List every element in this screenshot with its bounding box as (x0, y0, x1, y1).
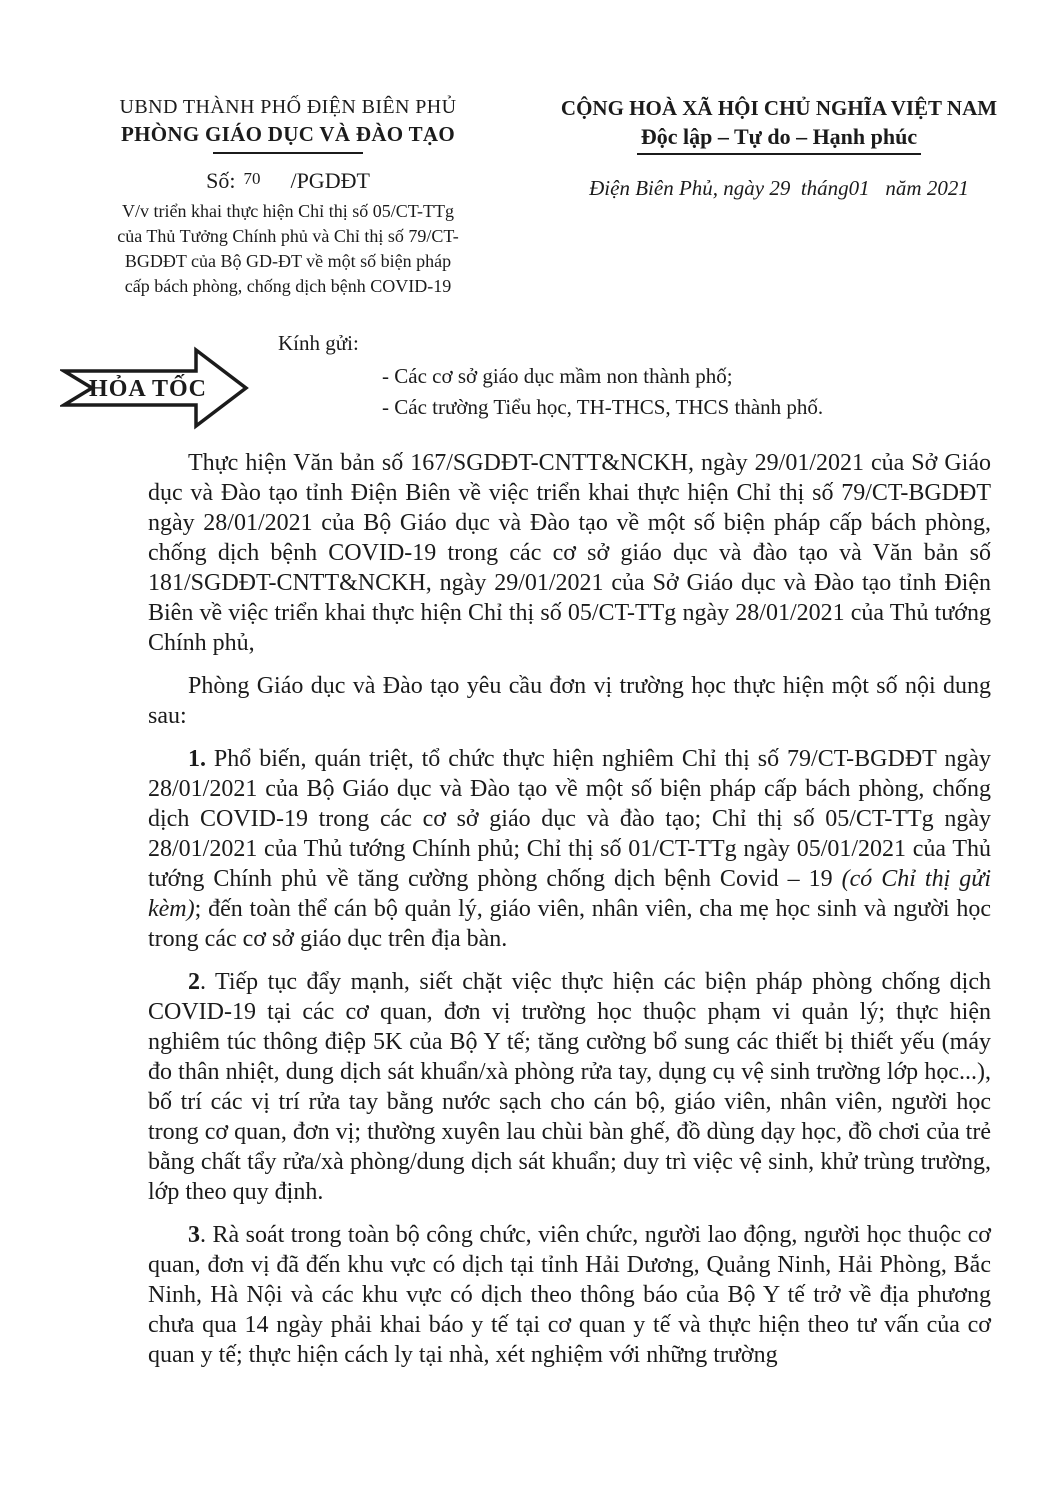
item-1-text: Phổ biến, quán triệt, tổ chức thực hiện nghiêm Chỉ thị số 79/CT-BGDĐT ngày 28/01/2021 của Bộ Giáo dục và Đào tạo về một số biện pháp cấp bách phòng, chống dịch COVID-19 trong các cơ sở giáo dục và đào tạo; Chỉ thị số 05/CT-TTg ngày 28/01/2021 của Thủ tướng Chính phủ; Chỉ thị số 01/CT-TTg ngày 05/01/2021 của Thủ tướng Chính phủ về tăng cường phòng chống dịch bệnh Covid – 19 (148, 746, 991, 892)
recipient-line: - Các trường Tiểu học, TH-THCS, THCS thành phố. (382, 395, 824, 419)
recipient-list (382, 361, 823, 423)
place-date-line: Điện Biên Phủ, ngày 29 tháng01 năm 2021 (589, 176, 969, 200)
issuer-department: PHÒNG GIÁO DỤC VÀ ĐÀO TẠO (121, 122, 455, 146)
national-motto: Độc lập – Tự do – Hạnh phúc (637, 124, 921, 155)
item-2-text: . Tiếp tục đẩy mạnh, siết chặt việc thực hiện các biện pháp phòng chống dịch COVID-19 tại các cơ quan, đơn vị trường học thuộc phạm vi quản lý; thực hiện nghiêm túc thông điệp 5K của Bộ Y tế; tăng cường bổ sung các thiết bị thiết yếu (máy đo thân nhiệt, dung dịch sát khuẩn/xà phòng rửa tay, dụng cụ vệ sinh trường lớp học...), bố trí các vị trí rửa tay bằng nước sạch cho cán bộ, giáo viên, nhân viên, người học trong cơ quan, đơn vị; thường xuyên lau chùi bàn ghế, đồ dùng dạy học, đồ chơi của trẻ bằng chất tẩy rửa/xà phòng/dung dịch sát khuẩn; duy trì việc vệ sinh, khử trùng trường, lớp theo quy định. (148, 969, 991, 1205)
paragraph-item-2 (148, 967, 991, 1207)
item-2-number: 2 (188, 969, 200, 995)
document-number-value: 70 (243, 169, 261, 188)
paragraph-item-1 (148, 744, 991, 954)
express-arrow-icon (60, 344, 250, 434)
document-subject (62, 199, 514, 299)
document-number-label: Số: (206, 168, 236, 193)
subject-line: V/v triển khai thực hiện Chỉ thị số 05/CT-TTg (121, 201, 455, 221)
salutation: Kính gửi: (278, 331, 359, 355)
document-body (148, 448, 991, 1383)
urgency-stamp (60, 344, 250, 434)
paragraph-request: Phòng Giáo dục và Đào tạo yêu cầu đơn vị trường học thực hiện một số nội dung sau: (148, 673, 991, 729)
subject-line: của Thủ Tưởng Chính phủ và Chỉ thị số 79/CT- (117, 226, 459, 246)
national-title: CỘNG HOÀ XÃ HỘI CHỦ NGHĨA VIỆT NAM (560, 96, 998, 120)
urgency-stamp-label: HỎA TỐC (89, 376, 207, 402)
subject-line: BGDĐT của Bộ GD-ĐT về một số biện pháp (124, 251, 452, 271)
document-number (62, 168, 514, 194)
document-number-suffix: /PGDĐT (290, 168, 370, 193)
recipient-line: - Các cơ sở giáo dục mầm non thành phố; (382, 364, 733, 388)
issuer-parent-org: UBND THÀNH PHỐ ĐIỆN BIÊN PHỦ (119, 96, 457, 118)
national-header (538, 96, 1020, 201)
item-3-number: 3 (188, 1222, 200, 1248)
paragraph-intro: Thực hiện Văn bản số 167/SGDĐT-CNTT&NCKH, ngày 29/01/2021 của Sở Giáo dục và Đào tạo tỉnh Điện Biên về việc triển khai thực hiện Chỉ thị số 79/CT-BGDĐT ngày 28/01/2021 của Bộ Giáo dục và Đào tạo về một số biện pháp cấp bách phòng, chống dịch bệnh COVID-19 trong các cơ sở giáo dục và đào tạo và Văn bản số 181/SGDĐT-CNTT&NCKH, ngày 29/01/2021 của Sở Giáo dục và Đào tạo tỉnh Điện Biên về việc triển khai thực hiện Chỉ thị số 05/CT-TTg ngày 28/01/2021 của Thủ tướng Chính phủ, (148, 450, 991, 656)
item-1-number: 1. (188, 746, 206, 772)
item-1-attachment-note: (có Chỉ thị gửi kèm) (148, 866, 991, 922)
item-1-text-cont: ; đến toàn thể cán bộ quản lý, giáo viên, nhân viên, cha mẹ học sinh và người học trong các cơ sở giáo dục trên địa bàn. (148, 896, 991, 952)
item-3-text: . Rà soát trong toàn bộ công chức, viên chức, người lao động, người học thuộc cơ quan, đơn vị đã đến khu vực có dịch tại tỉnh Hải Dương, Quảng Ninh, Hải Phòng, Bắc Ninh, Hà Nội và các khu vực có dịch theo thông báo của Bộ Y tế trở về địa phương chưa qua 14 ngày phải khai báo y tế tại cơ quan y tế và thực hiện theo tư vấn của cơ quan y tế; thực hiện cách ly tại nhà, xét nghiệm với những trường (148, 1222, 991, 1368)
issuer-header (62, 96, 514, 299)
issuer-divider-rule (213, 152, 363, 154)
subject-line: cấp bách phòng, chống dịch bệnh COVID-19 (124, 276, 452, 296)
paragraph-item-3 (148, 1220, 991, 1370)
